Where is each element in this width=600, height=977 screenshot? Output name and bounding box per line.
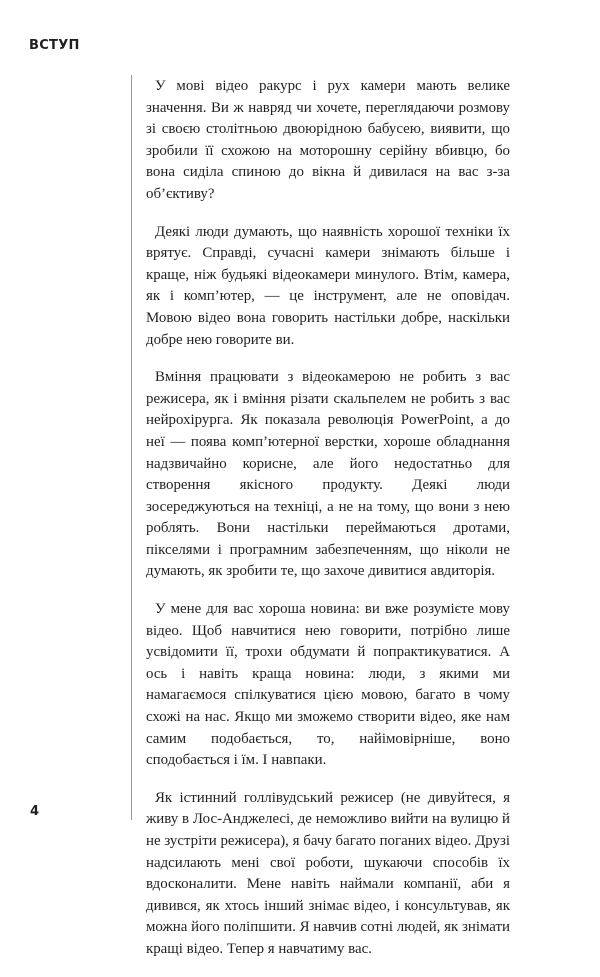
margin-rule — [131, 75, 132, 820]
section-title: ВСТУП — [29, 38, 80, 53]
paragraph: Деякі люди думають, що наявність хорошої техніки їх врятує. Справді, сучасні камери знімають більше і краще, ніж будьякі відеокамери минулого. Втім, камера, як і комп’ютер, — це інструмент, але не оповідач. Мовою відео вона говорить настільки добре, наскільки добре нею говорите ви. — [146, 223, 510, 348]
paragraph: У мові відео ракурс і рух камери мають велике значення. Ви ж навряд чи хочете, переглядаючи розмову зі своєю столітньою двоюрідною бабусею, виявити, що зробили її схожою на моторошну серійну вбивцю, бо вона сиділа спиною до вікна й дивилася на вас з-за об’єктиву? — [146, 78, 510, 202]
paragraph: Вміння працювати з відеокамерою не робить з вас режисера, як і вміння різати скальпелем не робить з вас нейрохірурга. Як показала революція PowerPoint, а до неї — поява комп’ютерної верстки, хороше обладнання надзвичайно корисне, але його недостатньо для створення якісного продукту. Деякі люди зосереджуються на техніці, а не на тому, що вони з нею роблять. Вони настільки переймаються дротами, пікселями і програмним забезпеченням, що ніколи не думають, як зробити те, що захоче дивитися авдиторія. — [146, 369, 510, 580]
page-number: 4 — [30, 804, 40, 819]
paragraph: У мене для вас хороша новина: ви вже розумієте мову відео. Щоб навчитися нею говорити, потрібно лише усвідомити її, трохи обдумати й попрактикуватися. А ось і навіть краща новина: люди, з якими ми намагаємося спілкуватися цією мовою, багато в чому схожі на нас. Якщо ми зможемо створити відео, яке нам самим подобається, то, найімовірніше, воно сподобається і їм. І навпаки. — [146, 601, 510, 769]
paragraph: Як істинний голлівудський режисер (не дивуйтеся, я живу в Лос-Анджелесі, де неможливо вийти на вулицю й не зустріти режисера), я бачу багато поганих відео. Друзі надсилають мені свої роботи, шукаючи способів їх вдосконалити. Мене навіть наймали компанії, аби я дивився, як хтось інший знімає відео, і консультував, як можна його поліпшити. Я навчив сотні людей, як знімати кращі відео. Тепер я навчатиму вас. — [146, 789, 510, 957]
body-text — [146, 76, 510, 977]
